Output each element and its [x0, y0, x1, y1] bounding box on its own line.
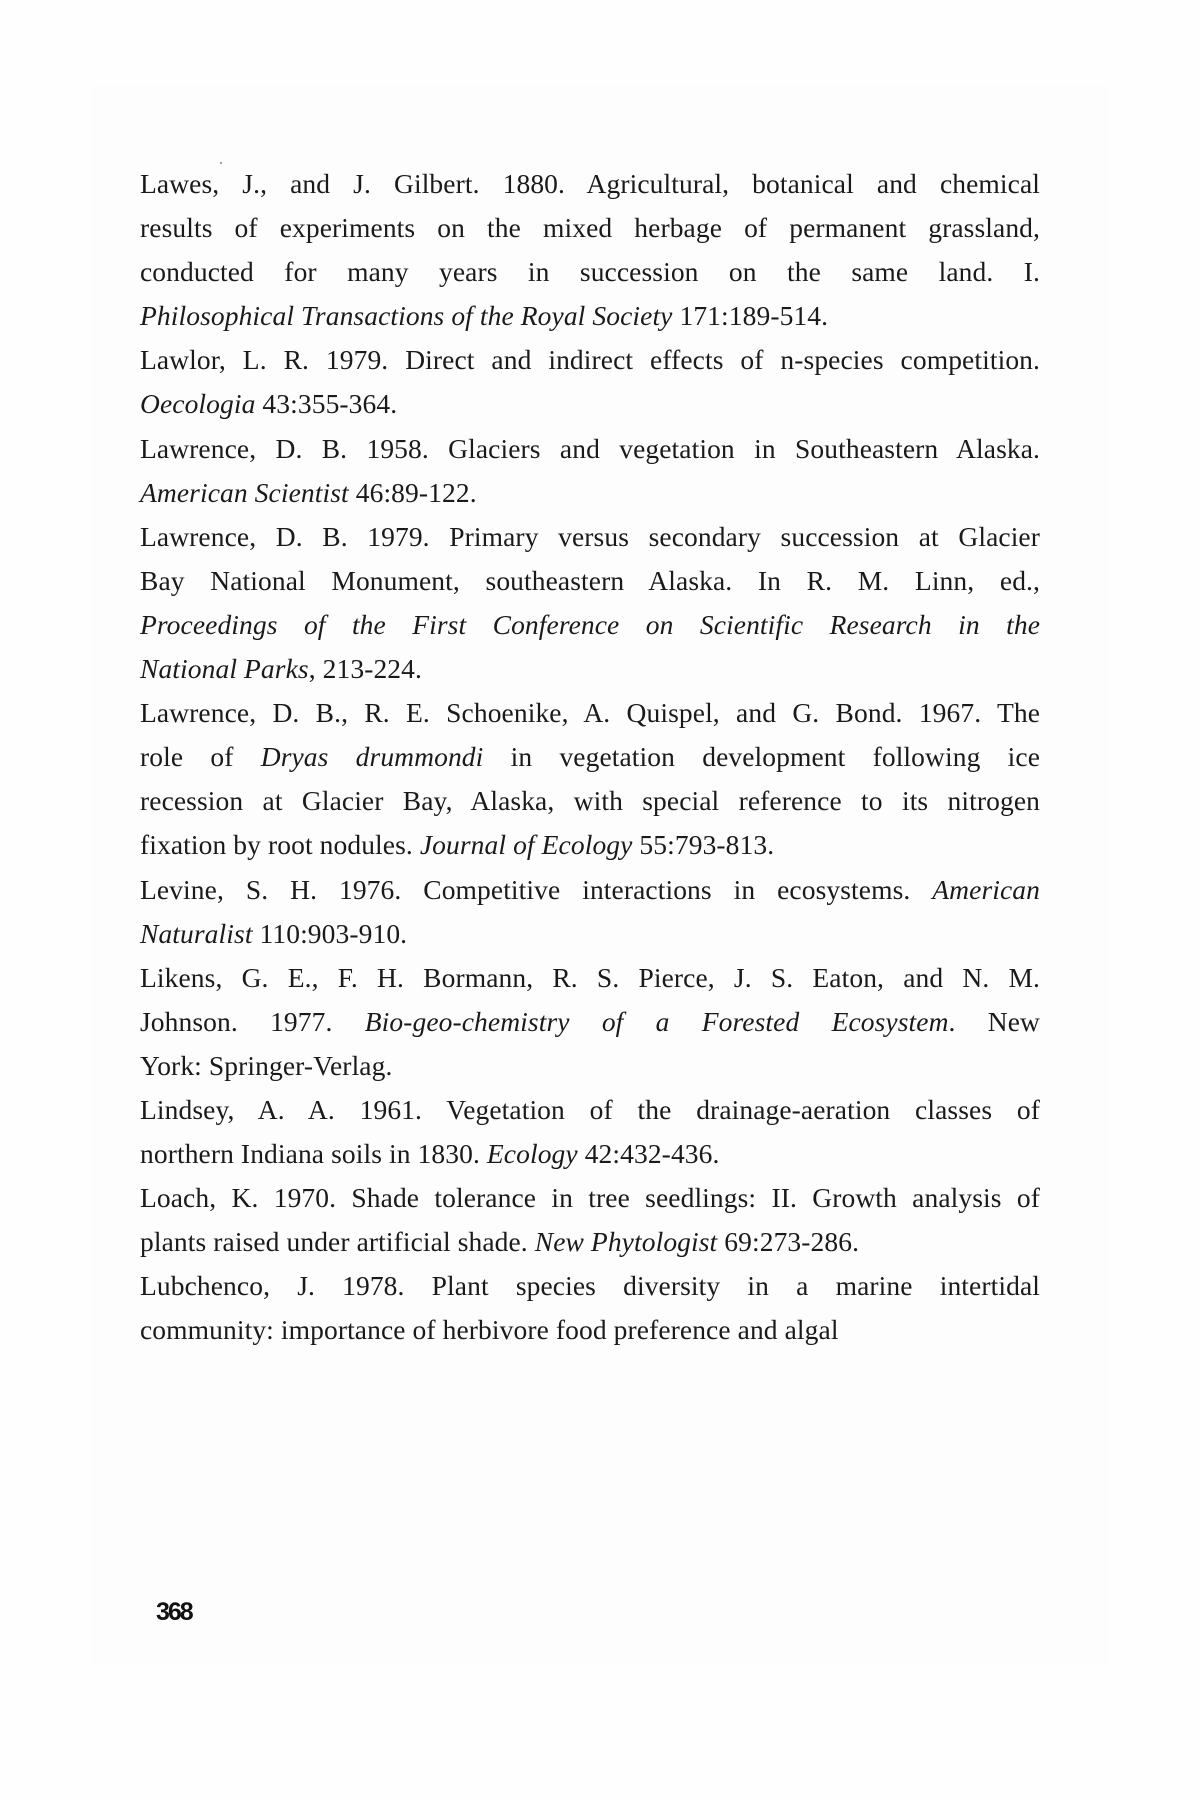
reference-entry: [140, 427, 1040, 515]
reference-text: conducted for many years in succession on the same land. I.: [140, 256, 1040, 288]
reference-text: 110:903-910.: [252, 917, 408, 949]
italic-title-text: Naturalist: [140, 917, 253, 949]
reference-first-line: [140, 1088, 1040, 1132]
italic-title-text: New Phytologist: [534, 1226, 718, 1258]
reference-first-line: [140, 427, 1040, 471]
reference-text: Likens, G. E., F. H. Bormann, R. S. Pierce, J. S. Eaton, and N. M.: [140, 961, 1040, 993]
reference-continuation-line: [140, 912, 1040, 956]
reference-text: northern Indiana soils in 1830.: [140, 1138, 487, 1170]
reference-continuation-line: [140, 1308, 1040, 1352]
reference-continuation-line: [140, 382, 1040, 426]
reference-continuation-line: [140, 471, 1040, 515]
reference-text: results of experiments on the mixed herbage of permanent grassland,: [140, 212, 1040, 244]
reference-text: 46:89-122.: [348, 476, 477, 508]
reference-text: 43:355-364.: [255, 388, 398, 420]
reference-first-line: [140, 338, 1040, 382]
reference-entry: [140, 1176, 1040, 1264]
reference-continuation-line: [140, 1220, 1040, 1264]
italic-title-text: National Parks: [140, 653, 309, 685]
reference-continuation-line: [140, 735, 1041, 779]
reference-first-line: [140, 691, 1040, 735]
reference-text: community: importance of herbivore food preference and algal: [140, 1314, 839, 1346]
reference-entry: [140, 1264, 1040, 1352]
reference-first-line: [140, 868, 1040, 912]
italic-title-text: Dryas drummondi: [260, 741, 484, 773]
reference-entry: [140, 162, 1040, 338]
reference-continuation-line: [140, 603, 1040, 647]
italic-title-text: American Scientist: [140, 476, 349, 508]
reference-text: role of: [140, 741, 261, 773]
reference-continuation-line: [140, 779, 1040, 823]
italic-title-text: American: [932, 873, 1040, 905]
reference-first-line: [140, 515, 1040, 559]
reference-continuation-line: [140, 1044, 1040, 1088]
reference-text: Lawrence, D. B., R. E. Schoenike, A. Quispel, and G. Bond. 1967. The: [140, 697, 1040, 729]
reference-entry: [140, 956, 1040, 1088]
reference-first-line: [140, 162, 1040, 206]
reference-continuation-line: [140, 647, 1040, 691]
reference-text: , 213-224.: [308, 653, 422, 685]
reference-continuation-line: [140, 206, 1040, 250]
reference-entry: [140, 338, 1040, 426]
reference-text: Lawlor, L. R. 1979. Direct and indirect effects of n-species competition.: [140, 344, 1040, 376]
reference-text: 171:189-514.: [672, 300, 829, 332]
italic-title-text: Bio-geo-chemistry of a Forested Ecosystem: [364, 1005, 949, 1037]
reference-entry: [140, 1088, 1040, 1176]
italic-title-text: Oecologia: [140, 388, 256, 420]
reference-text: 69:273-286.: [717, 1226, 860, 1258]
reference-text: recession at Glacier Bay, Alaska, with special reference to its nitrogen: [140, 785, 1040, 817]
reference-continuation-line: [140, 1132, 1040, 1176]
reference-text: 55:793-813.: [632, 829, 775, 861]
reference-entry: [140, 691, 1040, 867]
reference-text: Lawes, J., and J. Gilbert. 1880. Agricultural, botanical and chemical: [140, 168, 1040, 199]
reference-text: 42:432-436.: [577, 1138, 720, 1170]
reference-text: fixation by root nodules.: [140, 829, 420, 861]
reference-text: Johnson. 1977.: [140, 1005, 365, 1037]
reference-text: Lubchenco, J. 1978. Plant species diversity in a marine intertidal: [140, 1270, 1040, 1302]
reference-entry: [140, 515, 1040, 691]
reference-text: Bay National Monument, southeastern Alaska. In R. M. Linn, ed.,: [140, 564, 1040, 596]
reference-text: . New: [948, 1005, 1041, 1037]
reference-first-line: [140, 956, 1040, 1000]
italic-title-text: Ecology: [486, 1138, 578, 1170]
reference-continuation-line: [140, 250, 1040, 294]
reference-continuation-line: [140, 823, 1040, 867]
reference-text: Lawrence, D. B. 1958. Glaciers and vegetation in Southeastern Alaska.: [140, 432, 1040, 464]
reference-text: in vegetation development following ice: [483, 741, 1041, 773]
italic-title-text: Philosophical Transactions of the Royal Society: [140, 300, 673, 332]
page-number: 368: [156, 1598, 192, 1626]
reference-continuation-line: [140, 559, 1040, 603]
reference-list: [140, 162, 1040, 1353]
reference-text: Levine, S. H. 1976. Competitive interactions in ecosystems.: [140, 873, 933, 905]
reference-text: Loach, K. 1970. Shade tolerance in tree seedlings: II. Growth analysis of: [140, 1182, 1040, 1214]
reference-continuation-line: [140, 1000, 1041, 1044]
reference-text: plants raised under artificial shade.: [140, 1226, 535, 1258]
italic-title-text: Proceedings of the First Conference on Scientific Research in the: [140, 608, 1040, 640]
reference-continuation-line: [140, 294, 1040, 338]
reference-text: York: Springer-Verlag.: [140, 1049, 393, 1081]
reference-entry: [140, 868, 1040, 956]
reference-first-line: [140, 1264, 1040, 1308]
reference-text: Lawrence, D. B. 1979. Primary versus secondary succession at Glacier: [140, 520, 1040, 552]
reference-text: Lindsey, A. A. 1961. Vegetation of the drainage-aeration classes of: [140, 1093, 1040, 1125]
reference-first-line: [140, 1176, 1040, 1220]
italic-title-text: Journal of Ecology: [419, 829, 633, 861]
